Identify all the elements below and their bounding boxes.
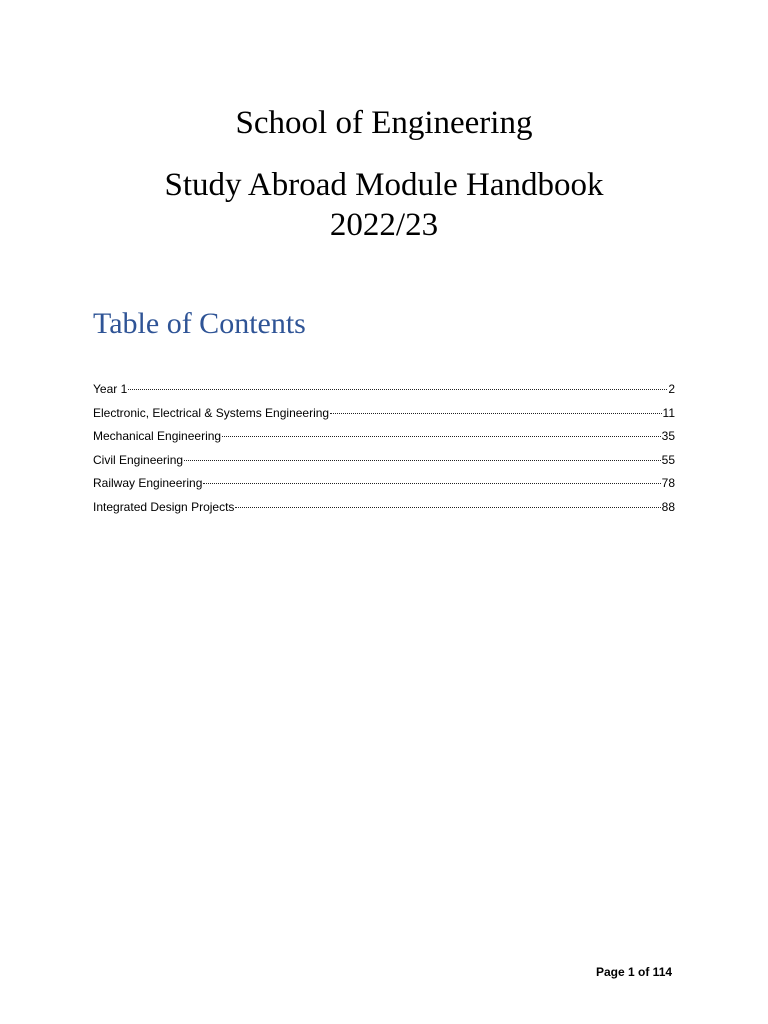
toc-leader — [128, 389, 667, 390]
toc-leader — [222, 436, 661, 437]
toc-entry[interactable] — [93, 379, 675, 403]
document-subtitle: Study Abroad Module Handbook — [164, 167, 604, 203]
toc-leader — [203, 483, 660, 484]
toc-entry-page: 2 — [668, 382, 675, 396]
toc-entry-title: Mechanical Engineering — [93, 429, 222, 443]
toc-entry-title: Railway Engineering — [93, 476, 203, 490]
toc-entry[interactable] — [93, 403, 675, 427]
toc-leader — [330, 413, 661, 414]
table-of-contents — [93, 379, 675, 520]
toc-entry[interactable] — [93, 450, 675, 474]
toc-entry-page: 55 — [661, 452, 675, 467]
toc-heading: Table of Contents — [93, 307, 306, 340]
toc-leader — [184, 460, 661, 461]
toc-entry[interactable] — [93, 473, 675, 497]
toc-entry-page: 88 — [661, 499, 675, 514]
document-title: School of Engineering — [235, 105, 533, 141]
toc-entry-title: Integrated Design Projects — [93, 499, 235, 514]
page-number-footer: Page 1 of 114 — [596, 965, 673, 979]
toc-entry[interactable] — [93, 497, 675, 521]
toc-entry-page: 35 — [661, 429, 675, 443]
document-year: 2022/23 — [329, 207, 439, 243]
toc-entry[interactable] — [93, 426, 675, 450]
toc-entry-title: Civil Engineering — [93, 452, 184, 467]
toc-entry-title: Electronic, Electrical & Systems Engineering — [93, 405, 330, 420]
toc-leader — [235, 507, 660, 508]
toc-entry-page: 11 — [662, 405, 675, 420]
toc-entry-page: 78 — [661, 476, 675, 490]
toc-entry-title: Year 1 — [93, 382, 128, 396]
